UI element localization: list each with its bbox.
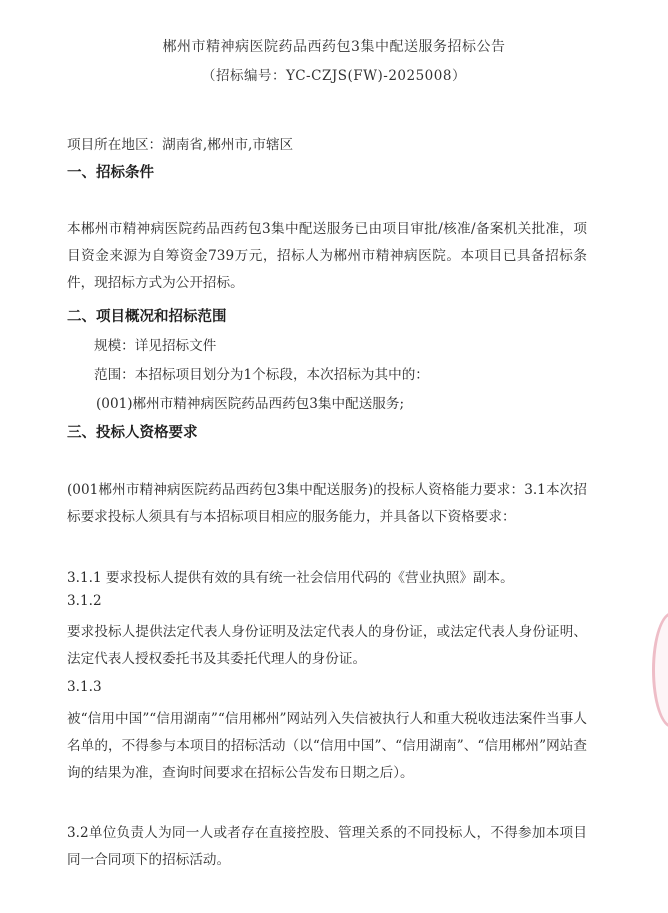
section-1-body: 本郴州市精神病医院药品西药包3集中配送服务已由项目审批/核准/备案机关批准，项目资金来源为自筹资金739万元，招标人为郴州市精神病医院。本项目已具备招标条件，现招标方式为公开招标。 [67,221,587,291]
requirement-3-1-2-text: 要求投标人提供法定代表人身份证明及法定代表人的身份证，或法定代表人身份证明、法定代表人授权委托书及其委托代理人的身份证。 [67,624,587,667]
document-title: 郴州市精神病医院药品西药包3集中配送服务招标公告 [162,39,506,55]
qualification-intro: (001郴州市精神病医院药品西药包3集中配送服务)的投标人资格能力要求：3.1本次招标要求投标人须具有与本招标项目相应的服务能力，并具备以下资格要求： [67,482,587,525]
project-location: 项目所在地区：湖南省,郴州市,市辖区 [67,137,294,153]
project-scale: 规模：详见招标文件 [94,338,217,354]
requirement-3-1-3-text: 被“信用中国”“信用湖南”“信用郴州”网站列入失信被执行人和重大税收违法案件当事人名单的，不得参与本项目的招标活动（以“信用中国”、“信用湖南”、“信用郴州”网站查询的结果为准，查询时间要求在招标公告发布日期之后）。 [67,711,587,781]
seal-stamp-edge [652,612,668,728]
section-1-heading: 一、招标条件 [67,165,154,181]
requirement-3-1-3-number: 3.1.3 [67,679,102,695]
section-3-heading: 三、投标人资格要求 [67,425,198,441]
project-scope: 范围：本招标项目划分为1个标段，本次招标为其中的： [94,367,429,383]
lot-item: (001)郴州市精神病医院药品西药包3集中配送服务; [96,396,405,412]
requirement-3-2: 3.2单位负责人为同一人或者存在直接控股、管理关系的不同投标人，不得参加本项目同一合同项下的招标活动。 [67,825,587,868]
tender-number: （招标编号：YC-CZJS(FW)-2025008） [202,68,466,84]
section-2-heading: 二、项目概况和招标范围 [67,309,227,325]
requirement-3-1-2-number: 3.1.2 [67,593,102,609]
requirement-3-1-1: 3.1.1 要求投标人提供有效的具有统一社会信用代码的《营业执照》副本。 [67,570,514,586]
